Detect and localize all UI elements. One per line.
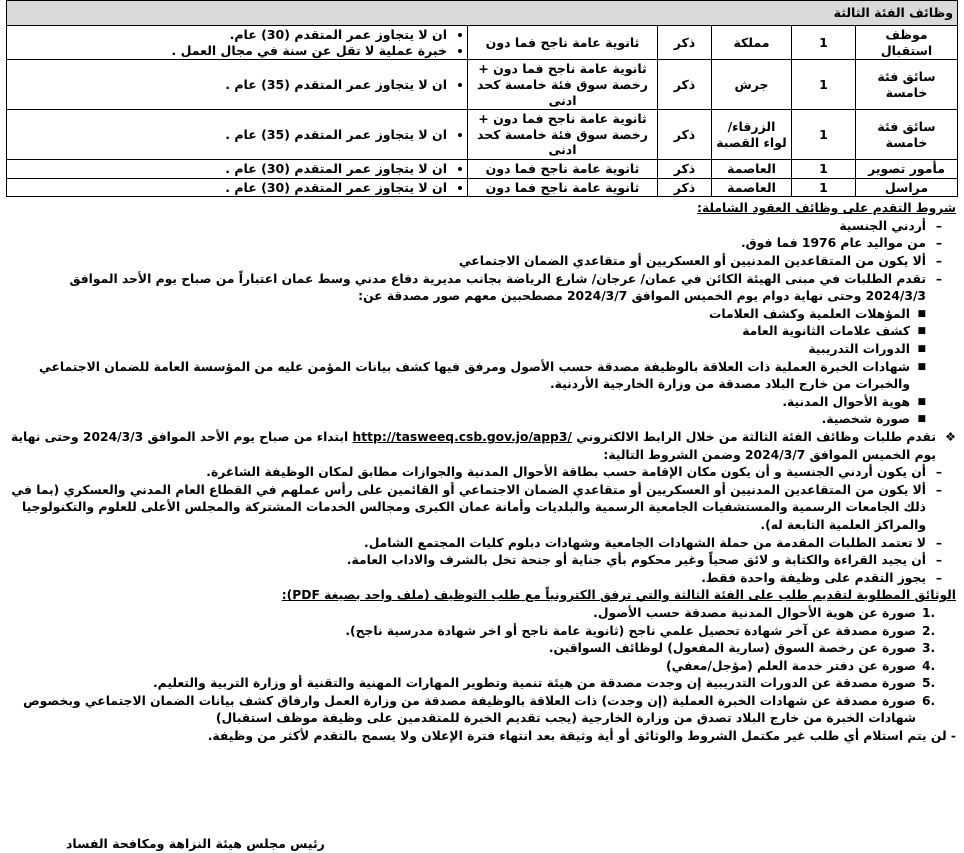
dash-bullet-icon: – bbox=[935, 535, 943, 550]
condition-item bbox=[6, 235, 956, 253]
job-requirements-cell bbox=[7, 160, 468, 179]
requirement-item: • خبرة عملية لا تقل عن سنة في مجال العمل . bbox=[11, 43, 447, 59]
requirement-item: • ان لا يتجاوز عمر المتقدم (35) عام . bbox=[11, 77, 447, 93]
dash-bullet-icon: – bbox=[935, 254, 943, 269]
job-qualification-cell: ثانوية عامة ناجح فما دون bbox=[468, 160, 658, 179]
documents-heading: الوثائق المطلوبة لتقديم طلب على الفئة الثالثة والتي ترفق الكترونياً مع طلب التوظيف (ملف واحد بصيغة PDF): bbox=[281, 588, 956, 603]
condition-item-text: أردني الجنسية bbox=[839, 218, 926, 233]
document-item bbox=[6, 693, 956, 728]
required-copy-item-text: صورة شخصية. bbox=[821, 412, 910, 427]
document-number: 2. bbox=[922, 623, 936, 638]
document-number: 3. bbox=[922, 641, 936, 656]
square-bullet-icon: ■ bbox=[917, 344, 926, 354]
table-row bbox=[7, 26, 958, 60]
final-note: - لن يتم استلام أي طلب غير مكتمل الشروط والوثائق أو أية وثيقة بعد انتهاء فترة الإعلان ولا يسمح بالتقدم لأكثر من وظيفة. bbox=[207, 729, 956, 744]
dash-bullet-icon: – bbox=[935, 570, 943, 585]
square-bullet-icon: ■ bbox=[917, 326, 926, 337]
diamond-bullet-icon: ❖ bbox=[944, 429, 956, 444]
required-copy-item bbox=[6, 306, 956, 324]
document-text: صورة عن رخصة السوق (سارية المفعول) لوظائف السواقين. bbox=[548, 641, 916, 656]
job-qualification-cell: ثانوية عامة ناجح فما دون + رخصة سوق فئة خامسة كحد ادنى bbox=[468, 60, 658, 110]
document-item bbox=[6, 623, 956, 641]
document-text: صورة عن هوية الأحوال المدنية مصدقة حسب الأصول. bbox=[593, 605, 916, 620]
condition-item-text: ألا يكون من المتقاعدين المدنيين أو العسكريين أو متقاعدي الضمان الاجتماعي bbox=[458, 254, 926, 269]
job-gender-cell: ذكر bbox=[658, 26, 712, 60]
document-text: صورة عن دفتر خدمة العلم (مؤجل/معفي) bbox=[665, 658, 916, 673]
requirement-item: • ان لا يتجاوز عمر المتقدم (30) عام . bbox=[11, 161, 447, 177]
requirements-list bbox=[11, 127, 463, 143]
jobs-table bbox=[6, 0, 958, 197]
job-location-cell: العاصمة bbox=[712, 160, 792, 179]
job-title-cell: مأمور تصوير bbox=[856, 160, 958, 179]
job-requirements-cell bbox=[7, 178, 468, 197]
application-link[interactable]: http://tasweeq.csb.gov.jo/app3/ bbox=[352, 429, 572, 444]
requirement-item: • ان لا يتجاوز عمر المتقدم (30) عام. bbox=[11, 27, 447, 43]
square-bullet-icon: ■ bbox=[917, 414, 926, 425]
dash-bullet-icon: – bbox=[935, 236, 943, 251]
document-number: 1. bbox=[922, 605, 936, 620]
job-requirements-cell bbox=[7, 110, 468, 160]
table-row bbox=[7, 60, 958, 110]
third-condition-item bbox=[6, 482, 956, 535]
square-bullet-icon: ■ bbox=[917, 361, 926, 372]
third-condition-item bbox=[6, 570, 956, 588]
job-title-cell: مراسل bbox=[856, 178, 958, 197]
required-copy-item-text: هوية الأحوال المدنية. bbox=[782, 394, 910, 409]
document-item bbox=[6, 605, 956, 623]
document-text: صورة مصدقة عن الدورات التدريبية إن وجدت مصدقة من هيئة تنمية وتطوير المهارات المهنية والتقنية أو وزارة التربية والتعليم. bbox=[153, 676, 916, 691]
document-item bbox=[6, 658, 956, 676]
required-copy-item bbox=[6, 341, 956, 359]
required-copy-item-text: شهادات الخبرة العملية ذات العلاقة بالوظيفة مصدقة حسب الأصول ومرفق فيها كشف بيانات المؤمن عليه من المؤسسة العامة للضمان الاجتماعي والخبرات من خارج البلاد مصدقة من وزارة الخارجية الأردنية. bbox=[39, 359, 910, 392]
job-title-cell: سائق فئة خامسة bbox=[856, 110, 958, 160]
requirements-list bbox=[11, 180, 463, 196]
job-location-cell: جرش bbox=[712, 60, 792, 110]
job-requirements-cell bbox=[7, 26, 468, 60]
required-copy-item-text: الدورات التدريبية bbox=[808, 342, 910, 356]
signature: رئيس مجلس هيئة النزاهة ومكافحة الفساد bbox=[66, 836, 325, 851]
third-condition-item bbox=[6, 535, 956, 553]
third-condition-item-text: لا تعتمد الطلبات المقدمة من حملة الشهادات الجامعية وشهادات دبلوم كليات المجتمع الشامل. bbox=[364, 535, 926, 550]
job-title-cell: موظف استقبال bbox=[856, 26, 958, 60]
dash-bullet-icon: – bbox=[935, 271, 943, 286]
job-gender-cell: ذكر bbox=[658, 110, 712, 160]
requirements-list bbox=[11, 27, 463, 58]
job-gender-cell: ذكر bbox=[658, 160, 712, 179]
requirements-list bbox=[11, 77, 463, 93]
condition-item bbox=[6, 253, 956, 271]
dash-bullet-icon: – bbox=[935, 553, 943, 568]
required-copy-item bbox=[6, 359, 956, 394]
table-row bbox=[7, 178, 958, 197]
condition-item bbox=[6, 271, 956, 306]
required-copy-item bbox=[6, 394, 956, 412]
dash-bullet-icon: – bbox=[935, 482, 943, 497]
requirements-list bbox=[11, 161, 463, 177]
job-count-cell: 1 bbox=[792, 110, 856, 160]
dash-bullet-icon: – bbox=[935, 465, 943, 480]
third-condition-item-text: أن يجيد القراءة والكتابة و لائق صحياً وغير محكوم بأي جناية أو جنحة تخل بالشرف والاداب العامة. bbox=[346, 553, 926, 568]
requirement-item: • ان لا يتجاوز عمر المتقدم (30) عام . bbox=[11, 180, 447, 196]
job-count-cell: 1 bbox=[792, 178, 856, 197]
document-number: 4. bbox=[922, 658, 936, 673]
required-copy-item bbox=[6, 323, 956, 341]
third-intro-after: ابتداء من صباح يوم الأحد الموافق 2024/3/3 وحتى نهاية يوم الخميس الموافق 2024/3/7 وضمن الشروط التالية: bbox=[10, 429, 936, 462]
third-condition-item-text: يجوز التقدم على وظيفة واحدة فقط. bbox=[701, 570, 926, 585]
job-gender-cell: ذكر bbox=[658, 60, 712, 110]
condition-item-text: تقدم الطلبات في مبنى الهيئة الكائن في عمان/ عرجان/ شارع الرياضة بجانب مديرية دفاع مدني وسط عمان اعتباراً من صباح يوم الأحد الموافق 2024/3/3 وحتى نهاية دوام يوم الخميس الموافق 2024/3/7 مصطحبين معهم صور مصدقة عن: bbox=[69, 271, 926, 304]
required-copy-item-text: المؤهلات العلمية وكشف العلامات bbox=[708, 306, 910, 321]
square-bullet-icon: ■ bbox=[917, 308, 926, 319]
third-condition-item bbox=[6, 464, 956, 482]
job-gender-cell: ذكر bbox=[658, 178, 712, 197]
job-count-cell: 1 bbox=[792, 160, 856, 179]
third-condition-item-text: أن يكون أردني الجنسية و أن يكون مكان الإقامة حسب بطاقة الأحوال المدنية والجوازات مطابق لمكان الوظيفة الشاغرة. bbox=[206, 465, 926, 480]
third-condition-item bbox=[6, 552, 956, 570]
table-header: وظائف الفئة الثالثة bbox=[7, 1, 958, 26]
job-location-cell: مملكة bbox=[712, 26, 792, 60]
dash-bullet-icon: – bbox=[935, 218, 943, 233]
job-count-cell: 1 bbox=[792, 60, 856, 110]
third-intro bbox=[6, 429, 956, 464]
document-item bbox=[6, 675, 956, 693]
required-copy-item bbox=[6, 411, 956, 429]
requirement-item: • ان لا يتجاوز عمر المتقدم (35) عام . bbox=[11, 127, 447, 143]
job-count-cell: 1 bbox=[792, 26, 856, 60]
job-qualification-cell: ثانوية عامة ناجح فما دون bbox=[468, 26, 658, 60]
document-item bbox=[6, 640, 956, 658]
job-location-cell: العاصمة bbox=[712, 178, 792, 197]
document-text: صورة مصدقة عن شهادات الخبرة العملية (إن وجدت) ذات العلاقة بالوظيفة مصدقة من وزارة العمل وارفاق كشف بيانات الضمان الاجتماعي وبخصوص شهادات الخبرة من خارج البلاد تصدق من وزارة الخارجية (يجب تقديم الخبرة للمتقدمين على وظيفة موظف استقبال) bbox=[23, 693, 916, 726]
condition-item-text: من مواليد عام 1976 فما فوق. bbox=[741, 236, 926, 251]
table-row bbox=[7, 110, 958, 160]
condition-item bbox=[6, 218, 956, 236]
required-copy-item-text: كشف علامات الثانوية العامة bbox=[742, 324, 910, 339]
document-text: صورة مصدقة عن آخر شهادة تحصيل علمي ناجح (ثانوية عامة ناجح أو اخر شهادة مدرسية ناجح). bbox=[345, 623, 916, 638]
document-number: 5. bbox=[922, 676, 936, 691]
conditions-body bbox=[6, 200, 958, 745]
job-title-cell: سائق فئة خامسة bbox=[856, 60, 958, 110]
document-number: 6. bbox=[922, 693, 936, 708]
third-condition-item-text: ألا يكون من المتقاعدين المدنيين أو العسكريين أو متقاعدي الضمان الاجتماعي أو القائمين على رأس عملهم في القطاع العام المدني والعسكري (بما في ذلك الجامعات الرسمية والمستشفيات الجامعية الرسمية والبلديات وأمانة عمان الكبرى ومجالس الخدمات المشتركة والمجلس الأعلى للعلوم والتكنولوجيا والمراكز العلمية التابعة له). bbox=[11, 482, 926, 532]
table-row bbox=[7, 160, 958, 179]
square-bullet-icon: ■ bbox=[917, 396, 926, 407]
job-qualification-cell: ثانوية عامة ناجح فما دون + رخصة سوق فئة خامسة كحد ادنى bbox=[468, 110, 658, 160]
job-requirements-cell bbox=[7, 60, 468, 110]
job-qualification-cell: ثانوية عامة ناجح فما دون bbox=[468, 178, 658, 197]
third-intro-before: تقدم طلبات وظائف الفئة الثالثة من خلال الرابط الالكتروني bbox=[576, 429, 936, 444]
comprehensive-heading: شروط التقدم على وظائف العقود الشاملة: bbox=[697, 201, 956, 216]
job-location-cell: الزرقاء/ لواء القصبة bbox=[712, 110, 792, 160]
